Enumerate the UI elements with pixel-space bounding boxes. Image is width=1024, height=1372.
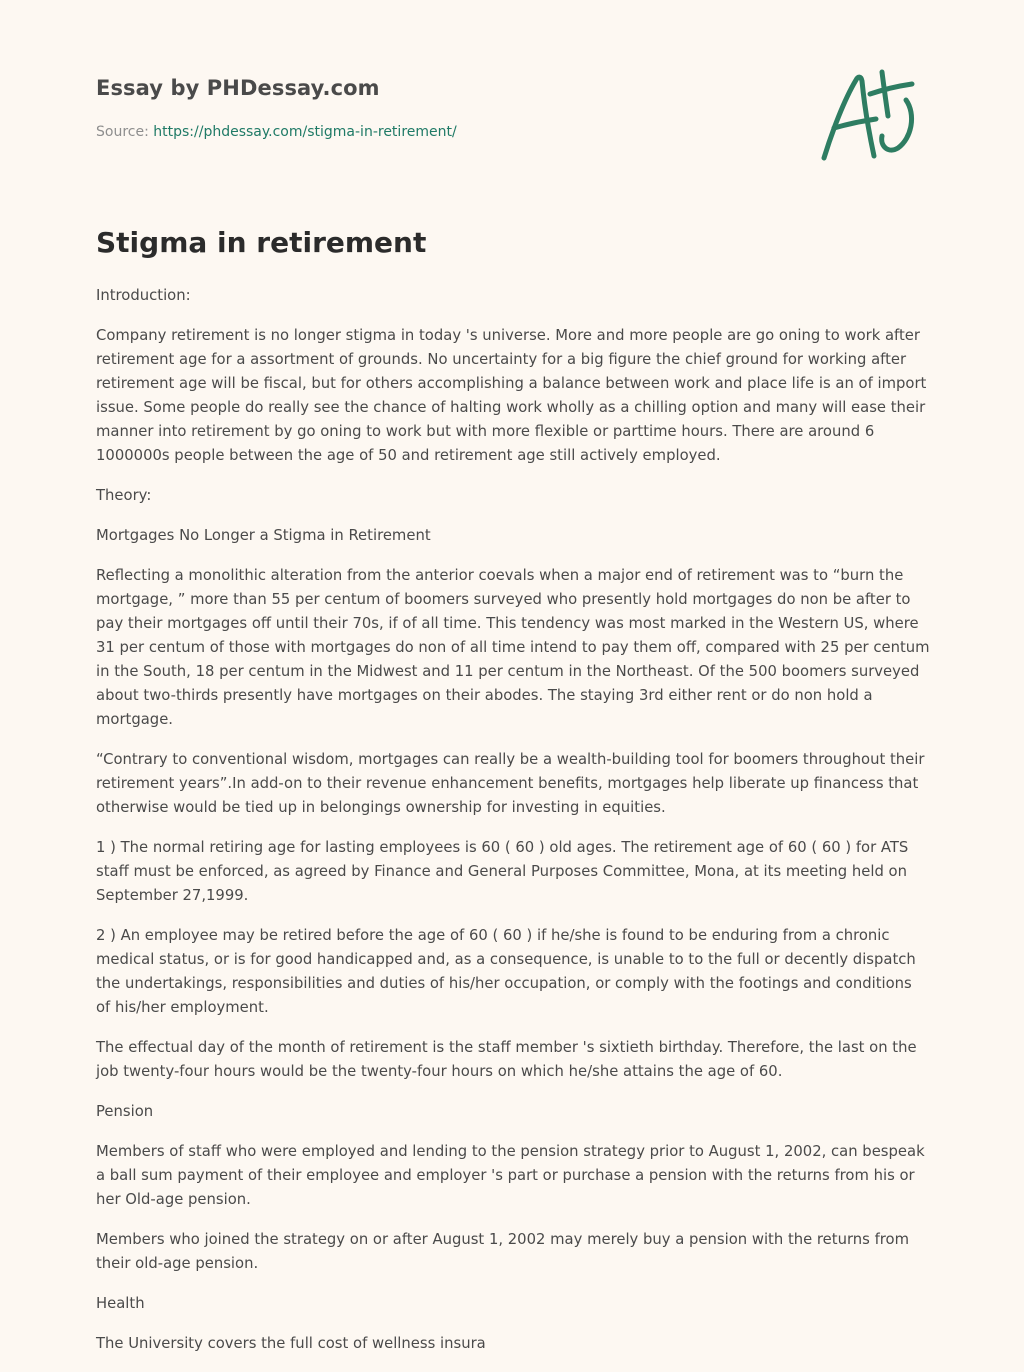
paragraph: Theory: xyxy=(96,487,152,504)
document-title: Stigma in retirement xyxy=(96,226,427,259)
paragraph: Company retirement is no longer stigma in today 's universe. More and more people are go oning to work after retirement age for a assortment of grounds. No uncertainty for a big figure the chief ground for working after retirement age will be fiscal, but for others accomplishing a balance between work and place life is an of import issue. Some people do really see the chance of halting work wholly as a chilling option and many will ease their manner into retirement by go oning to work but with more flexible or parttime hours. There are around 6 1000000s people between the age of 50 and retirement age still actively employed. xyxy=(96,327,927,464)
paragraph: Mortgages No Longer a Stigma in Retirement xyxy=(96,527,431,544)
paragraph: Members who joined the strategy on or after August 1, 2002 may merely buy a pension with the returns from their old-age pension. xyxy=(96,1231,910,1272)
paragraph: Pension xyxy=(96,1103,154,1120)
paragraph: The University covers the full cost of wellness insura xyxy=(96,1335,486,1352)
a-plus-logo-icon xyxy=(818,66,928,166)
source-link[interactable]: https://phdessay.com/stigma-in-retirement/ xyxy=(153,124,457,140)
paragraph: Introduction: xyxy=(96,287,191,304)
paragraph: 2 ) An employee may be retired before the age of 60 ( 60 ) if he/she is found to be enduring from a chronic medical status, or is for good handicapped and, as a consequence, is unable to to the full or decently dispatch the undertakings, responsibilities and duties of his/her occupation, or comply with the footings and conditions of his/her employment. xyxy=(96,927,916,1016)
paragraph: Reflecting a monolithic alteration from the anterior coevals when a major end of retirement was to “burn the mortgage, ” more than 55 per centum of boomers surveyed who presently hold mortgages do non be after to pay their mortgages off until their 70s, if of all time. This tendency was most marked in the Western US, where 31 per centum of those with mortgages do non of all time intend to pay them off, compared with 25 per centum in the South, 18 per centum in the Midwest and 11 per centum in the Northeast. Of the 500 boomers surveyed about two-thirds presently have mortgages on their abodes. The staying 3rd either rent or do non hold a mortgage. xyxy=(96,567,930,728)
paragraph: Members of staff who were employed and lending to the pension strategy prior to August 1, 2002, can bespeak a ball sum payment of their employee and employer 's part or purchase a pension with the returns from his or her Old-age pension. xyxy=(96,1143,925,1208)
paragraph: The effectual day of the month of retirement is the staff member 's sixtieth birthday. Therefore, the last on the job twenty-four hours would be the twenty-four hours on which he/she attains the age of 60. xyxy=(96,1039,917,1080)
source-line xyxy=(96,124,457,140)
essay-body xyxy=(96,284,930,1372)
source-label: Source: xyxy=(96,124,154,140)
page-header xyxy=(96,0,928,200)
brand-title: Essay by PHDessay.com xyxy=(96,76,380,100)
paragraph: “Contrary to conventional wisdom, mortgages can really be a wealth-building tool for boomers throughout their retirement years”.In add-on to their revenue enhancement benefits, mortgages help liberate up financess that otherwise would be tied up in belongings ownership for investing in equities. xyxy=(96,751,925,816)
paragraph: 1 ) The normal retiring age for lasting employees is 60 ( 60 ) old ages. The retirement age of 60 ( 60 ) for ATS staff must be enforced, as agreed by Finance and General Purposes Committee, Mona, at its meeting held on September 27,1999. xyxy=(96,839,909,904)
paragraph: Health xyxy=(96,1295,145,1312)
